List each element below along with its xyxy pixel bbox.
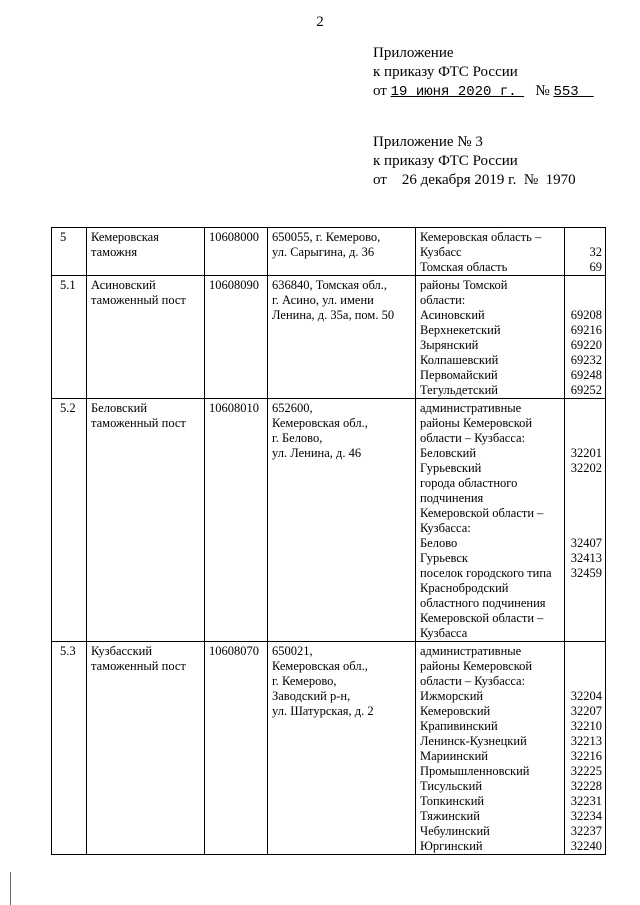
okato-code: 32237 bbox=[570, 824, 602, 838]
office-address bbox=[268, 228, 416, 276]
territory-line: области – Кузбасса: bbox=[420, 674, 526, 688]
territory-line: Мариинский bbox=[420, 749, 488, 763]
customs-code-text: 10608090 bbox=[209, 278, 259, 292]
order-number: 553 bbox=[553, 84, 579, 100]
table-row bbox=[52, 642, 606, 855]
address-line: ул. Ленина, д. 46 bbox=[272, 446, 362, 460]
office-name-line: Асиновский bbox=[91, 278, 156, 292]
address-line: 650055, г. Кемерово, bbox=[272, 230, 381, 244]
row-number-text: 5 bbox=[60, 230, 67, 244]
okato-code: 69 bbox=[589, 260, 602, 274]
territory-line: Зырянский bbox=[420, 338, 479, 352]
okato-code bbox=[569, 416, 602, 431]
okato-code: 32231 bbox=[570, 794, 602, 808]
territory-line: Асиновский bbox=[420, 308, 485, 322]
office-address bbox=[268, 399, 416, 642]
okato-code: 69252 bbox=[570, 383, 602, 397]
territory-line: областного подчинения bbox=[420, 596, 546, 610]
appendix-header-2 bbox=[373, 133, 576, 190]
okato-code bbox=[569, 278, 602, 293]
territory-line: Гурьевский bbox=[420, 461, 482, 475]
customs-code-text: 10608000 bbox=[209, 230, 259, 244]
territory-list bbox=[416, 399, 565, 642]
from-label: от bbox=[373, 83, 387, 99]
okato-code: 32228 bbox=[570, 779, 602, 793]
customs-office-name bbox=[87, 276, 205, 399]
okato-code bbox=[569, 611, 602, 626]
okato-code: 32201 bbox=[570, 446, 602, 460]
customs-code bbox=[205, 642, 268, 855]
territory-line: Краснобродский bbox=[420, 581, 509, 595]
territory-line: Крапивинский bbox=[420, 719, 498, 733]
okato-code: 69248 bbox=[570, 368, 602, 382]
table-row bbox=[52, 399, 606, 642]
okato-code: 32240 bbox=[570, 839, 602, 853]
address-line: г. Кемерово, bbox=[272, 674, 337, 688]
territory-line: области – Кузбасса: bbox=[420, 431, 526, 445]
customs-code bbox=[205, 399, 268, 642]
office-name-line: таможенный пост bbox=[91, 659, 186, 673]
margin-mark bbox=[10, 872, 11, 905]
territory-line: Тисульский bbox=[420, 779, 483, 793]
okato-code bbox=[569, 401, 602, 416]
territory-line: Кузбасс bbox=[420, 245, 462, 259]
okato-code: 32 bbox=[589, 245, 602, 259]
territory-line: Первомайский bbox=[420, 368, 498, 382]
okato-code: 32459 bbox=[570, 566, 602, 580]
okato-code: 32204 bbox=[570, 689, 602, 703]
office-address bbox=[268, 642, 416, 855]
okato-code bbox=[569, 506, 602, 521]
okato-code bbox=[569, 230, 602, 245]
address-line: Кемеровская обл., bbox=[272, 416, 368, 430]
okato-codes bbox=[565, 642, 606, 855]
okato-codes bbox=[565, 399, 606, 642]
okato-code bbox=[569, 581, 602, 596]
okato-codes bbox=[565, 228, 606, 276]
customs-code-text: 10608070 bbox=[209, 644, 259, 658]
row-number bbox=[52, 642, 87, 855]
order-reference: к приказу ФТС России bbox=[373, 64, 518, 80]
territory-line: Тегульдетский bbox=[420, 383, 498, 397]
territory-list bbox=[416, 642, 565, 855]
okato-code: 69216 bbox=[570, 323, 602, 337]
territory-line: Колпашевский bbox=[420, 353, 499, 367]
okato-code: 32225 bbox=[570, 764, 602, 778]
customs-office-name bbox=[87, 399, 205, 642]
okato-code: 32216 bbox=[570, 749, 602, 763]
row-number bbox=[52, 276, 87, 399]
territory-line: Томская область bbox=[420, 260, 508, 274]
customs-office-name bbox=[87, 228, 205, 276]
appendix-title: Приложение bbox=[373, 45, 454, 61]
customs-code bbox=[205, 276, 268, 399]
office-name-line: таможня bbox=[91, 245, 138, 259]
customs-code bbox=[205, 228, 268, 276]
territory-line: административные bbox=[420, 401, 522, 415]
customs-table bbox=[51, 227, 606, 855]
okato-code bbox=[569, 674, 602, 689]
address-line: ул. Шатурская, д. 2 bbox=[272, 704, 374, 718]
okato-code bbox=[569, 431, 602, 446]
office-address bbox=[268, 276, 416, 399]
territory-line: Промышленновский bbox=[420, 764, 530, 778]
territory-line: Кемеровской области – bbox=[420, 506, 544, 520]
customs-table-body bbox=[52, 228, 606, 855]
okato-code bbox=[569, 476, 602, 491]
okato-codes bbox=[565, 276, 606, 399]
territory-list bbox=[416, 228, 565, 276]
row-number bbox=[52, 399, 87, 642]
okato-code: 32210 bbox=[570, 719, 602, 733]
territory-line: Кузбасса bbox=[420, 626, 468, 640]
table-row bbox=[52, 228, 606, 276]
office-name-line: Кемеровская bbox=[91, 230, 159, 244]
appendix-3-title: Приложение № 3 bbox=[373, 134, 483, 150]
territory-line: административные bbox=[420, 644, 522, 658]
okato-code bbox=[569, 659, 602, 674]
territory-line: Гурьевск bbox=[420, 551, 468, 565]
territory-list bbox=[416, 276, 565, 399]
okato-code: 32213 bbox=[570, 734, 602, 748]
territory-line: районы Кемеровской bbox=[420, 416, 533, 430]
office-name-line: Кузбасский bbox=[91, 644, 153, 658]
address-line: Ленина, д. 35а, пом. 50 bbox=[272, 308, 395, 322]
okato-code: 32207 bbox=[570, 704, 602, 718]
order-date-line-2: от 26 декабря 2019 г. № 1970 bbox=[373, 172, 576, 188]
address-line: ул. Сарыгина, д. 36 bbox=[272, 245, 375, 259]
address-line: г. Белово, bbox=[272, 431, 323, 445]
appendix-header-1 bbox=[373, 44, 594, 102]
okato-code bbox=[569, 491, 602, 506]
okato-code bbox=[569, 644, 602, 659]
territory-line: поселок городского типа bbox=[420, 566, 552, 580]
number-sign: № bbox=[535, 83, 550, 99]
territory-line: города областного bbox=[420, 476, 518, 490]
okato-code bbox=[569, 596, 602, 611]
okato-code bbox=[569, 626, 602, 641]
territory-line: районы Кемеровской bbox=[420, 659, 533, 673]
territory-line: области: bbox=[420, 293, 466, 307]
okato-code: 32234 bbox=[570, 809, 602, 823]
office-name-line: таможенный пост bbox=[91, 416, 186, 430]
territory-line: Кемеровский bbox=[420, 704, 491, 718]
address-line: г. Асино, ул. имени bbox=[272, 293, 374, 307]
territory-line: Ижморский bbox=[420, 689, 484, 703]
address-line: 650021, bbox=[272, 644, 313, 658]
territory-line: Топкинский bbox=[420, 794, 485, 808]
okato-code: 32407 bbox=[570, 536, 602, 550]
table-row bbox=[52, 276, 606, 399]
territory-line: Белово bbox=[420, 536, 458, 550]
order-reference-2: к приказу ФТС России bbox=[373, 153, 518, 169]
office-name-line: Беловский bbox=[91, 401, 148, 415]
address-line: Кемеровская обл., bbox=[272, 659, 368, 673]
okato-code bbox=[569, 293, 602, 308]
address-line: Заводский р-н, bbox=[272, 689, 351, 703]
territory-line: Чебулинский bbox=[420, 824, 490, 838]
order-date: 19 июня 2020 г. bbox=[390, 84, 517, 100]
territory-line: Кузбасса: bbox=[420, 521, 471, 535]
row-number-text: 5.2 bbox=[60, 401, 76, 415]
territory-line: подчинения bbox=[420, 491, 484, 505]
okato-code: 69232 bbox=[570, 353, 602, 367]
address-line: 636840, Томская обл., bbox=[272, 278, 388, 292]
okato-code: 32413 bbox=[570, 551, 602, 565]
territory-line: Кемеровской области – bbox=[420, 611, 544, 625]
okato-code: 69220 bbox=[570, 338, 602, 352]
territory-line: Ленинск-Кузнецкий bbox=[420, 734, 527, 748]
okato-code: 32202 bbox=[570, 461, 602, 475]
territory-line: районы Томской bbox=[420, 278, 508, 292]
territory-line: Верхнекетский bbox=[420, 323, 501, 337]
okato-code bbox=[569, 521, 602, 536]
okato-code: 69208 bbox=[570, 308, 602, 322]
row-number-text: 5.1 bbox=[60, 278, 76, 292]
order-date-line bbox=[373, 82, 594, 102]
page-number: 2 bbox=[316, 14, 324, 30]
customs-office-name bbox=[87, 642, 205, 855]
territory-line: Беловский bbox=[420, 446, 477, 460]
office-name-line: таможенный пост bbox=[91, 293, 186, 307]
row-number-text: 5.3 bbox=[60, 644, 76, 658]
territory-line: Кемеровская область – bbox=[420, 230, 542, 244]
row-number bbox=[52, 228, 87, 276]
territory-line: Юргинский bbox=[420, 839, 483, 853]
territory-line: Тяжинский bbox=[420, 809, 480, 823]
address-line: 652600, bbox=[272, 401, 313, 415]
customs-code-text: 10608010 bbox=[209, 401, 259, 415]
